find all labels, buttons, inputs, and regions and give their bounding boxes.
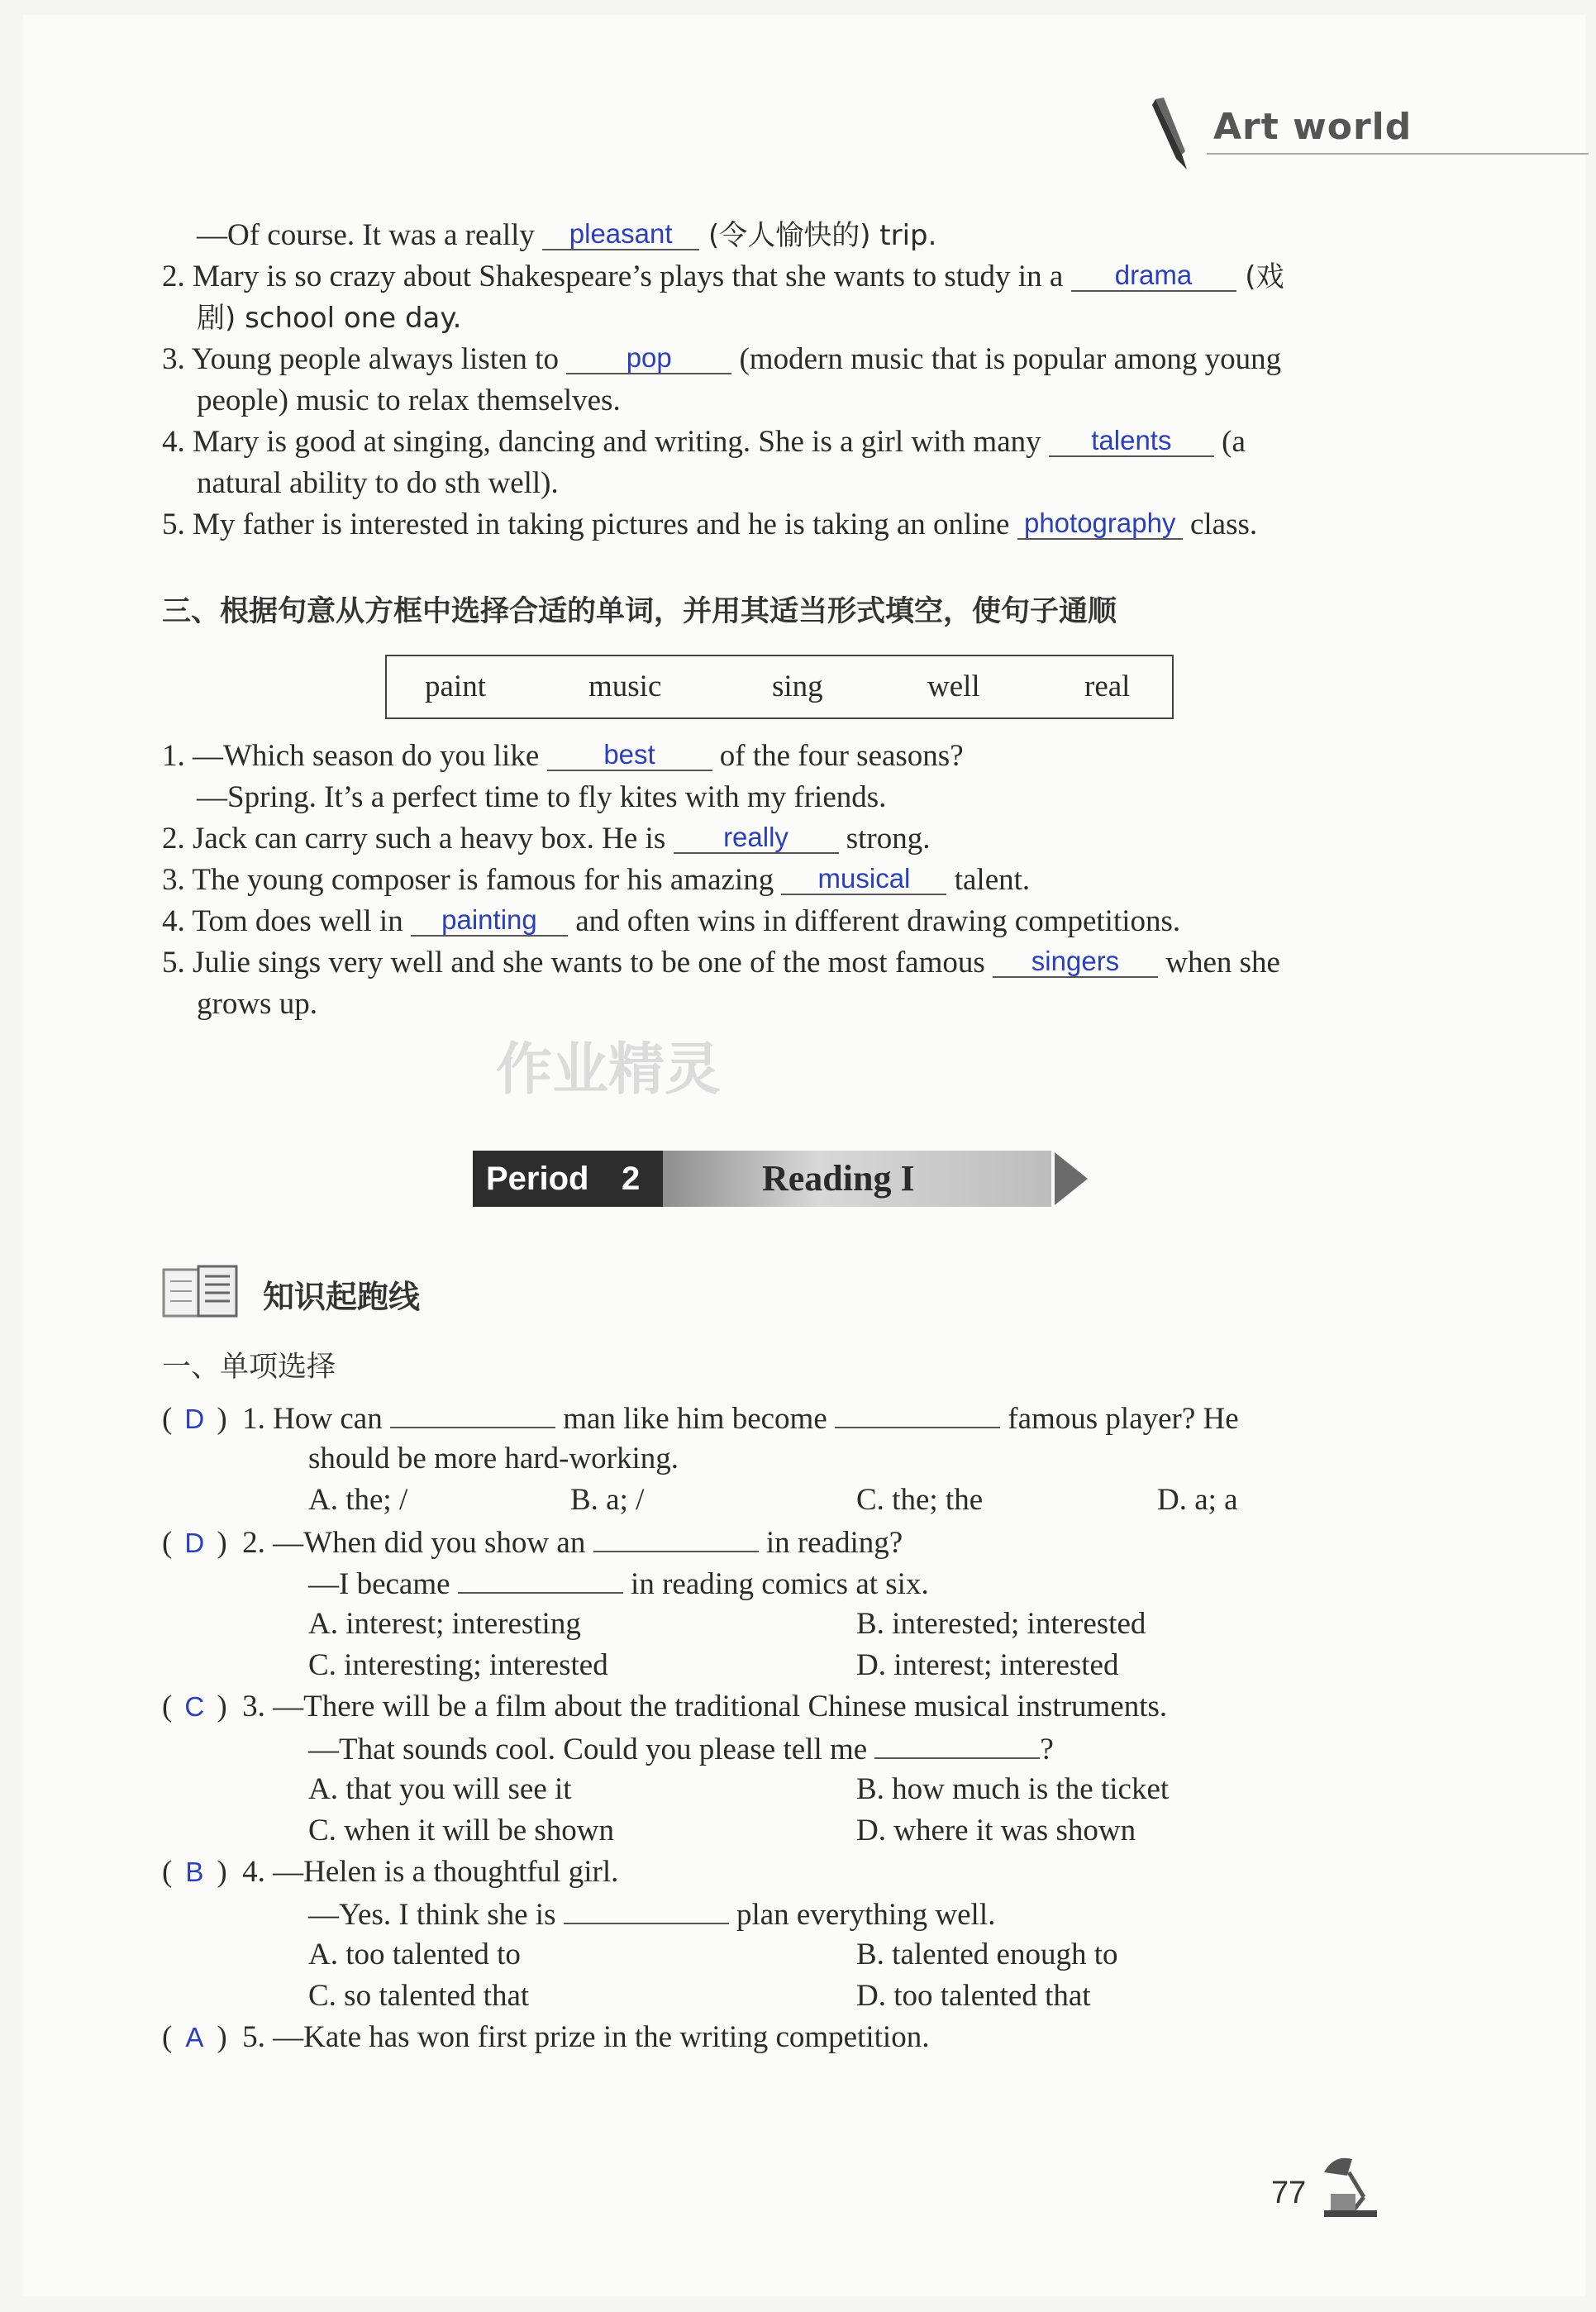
word-box (385, 655, 1174, 719)
option[interactable]: B. a; / (570, 1483, 645, 1517)
mcq-item-4-line2: —Yes. I think she is plan everything well. (308, 1893, 995, 1936)
option[interactable]: B. talented enough to (856, 1938, 1118, 1971)
answer-blank[interactable]: talents (1049, 426, 1214, 457)
knowledge-title: 知识起跑线 (263, 1279, 421, 1315)
watermark: 作业精灵 (496, 1037, 722, 1103)
word-box-item: music (588, 670, 662, 703)
mcq-item-1-line2: should be more hard-working. (308, 1442, 679, 1475)
notebook-icon (162, 1265, 241, 1323)
word-box-item: well (927, 670, 980, 703)
part3-item-2: 2. Jack can carry such a heavy box. He is really strong. (162, 822, 931, 856)
answer-blank[interactable]: pleasant (542, 219, 699, 250)
choice-answer[interactable]: D (184, 1404, 205, 1434)
part3-item-1: 1. —Which season do you like best of the four seasons? (162, 739, 964, 773)
answer-blank[interactable]: musical (781, 864, 946, 895)
part2-continuation: —Of course. It was a really pleasant (令人愉快的) trip. (197, 218, 937, 252)
part3-item-3: 3. The young composer is famous for his amazing musical talent. (162, 863, 1031, 897)
option[interactable]: A. interest; interesting (308, 1607, 581, 1641)
answer-blank[interactable]: singers (993, 946, 1158, 978)
mcq-item-1: ( D ) 1. How can man like him become famous player? He (162, 1397, 1239, 1440)
option[interactable]: D. too talented that (856, 1979, 1091, 2013)
choice-answer[interactable]: A (185, 2022, 204, 2052)
part2-item-3-line2: people) music to relax themselves. (197, 384, 621, 417)
option[interactable]: D. where it was shown (856, 1814, 1136, 1847)
desk-lamp-icon (1316, 2148, 1382, 2224)
answer-blank[interactable]: drama (1071, 260, 1236, 292)
option[interactable]: A. that you will see it (308, 1772, 572, 1806)
mcq-item-4: ( B ) 4. —Helen is a thoughtful girl. (162, 1852, 618, 1893)
part3-title: 三、根据句意从方框中选择合适的单词，并用其适当形式填空，使句子通顺 (162, 595, 1117, 628)
choice-answer[interactable]: B (185, 1857, 204, 1887)
part3-item-5-line2: grows up. (197, 987, 317, 1021)
option[interactable]: C. when it will be shown (308, 1814, 614, 1847)
part3-item-4: 4. Tom does well in painting and often wins in different drawing competitions. (162, 904, 1181, 938)
mcq-item-5: ( A ) 5. —Kate has won first prize in the writing competition. (162, 2017, 929, 2058)
part2-item-2-line2: 剧) school one day. (197, 302, 462, 335)
option[interactable]: A. too talented to (308, 1938, 521, 1971)
header-rule (1207, 153, 1589, 155)
arrow-right-icon (1055, 1149, 1091, 1213)
period-badge: Period 2 (473, 1151, 663, 1207)
lesson-title-bar: Reading I (663, 1151, 1051, 1207)
option[interactable]: C. so talented that (308, 1979, 530, 2013)
blank[interactable] (593, 1521, 759, 1552)
option[interactable]: C. interesting; interested (308, 1648, 608, 1682)
part3-item-1-line2: —Spring. It’s a perfect time to fly kites with my friends. (197, 780, 887, 814)
mcq-item-2: ( D ) 2. —When did you show an in reading? (162, 1521, 903, 1564)
word-box-item: paint (425, 670, 486, 703)
part2-item-2: 2. Mary is so crazy about Shakespeare’s plays that she wants to study in a drama (戏 (162, 260, 1284, 293)
blank[interactable] (835, 1397, 1000, 1428)
option[interactable]: D. interest; interested (856, 1648, 1119, 1682)
blank[interactable] (874, 1728, 1040, 1759)
choice-answer[interactable]: D (184, 1528, 205, 1558)
pen-icon (1149, 95, 1198, 178)
part3-item-5: 5. Julie sings very well and she wants to be one of the most famous singers when she (162, 946, 1280, 980)
part2-item-4-line2: natural ability to do sth well). (197, 466, 559, 500)
option[interactable]: D. a; a (1157, 1483, 1238, 1517)
blank[interactable] (458, 1562, 623, 1594)
answer-blank[interactable]: best (547, 740, 712, 771)
blank[interactable] (390, 1397, 555, 1428)
answer-blank[interactable]: photography (1017, 508, 1183, 540)
word-box-item: real (1084, 670, 1131, 703)
mcq-item-3: ( C ) 3. —There will be a film about the traditional Chinese musical instruments. (162, 1686, 1167, 1728)
mcq-item-2-line2: —I became in reading comics at six. (308, 1562, 929, 1605)
chapter-title: Art world (1213, 106, 1413, 148)
part2-item-3: 3. Young people always listen to pop (modern music that is popular among young (162, 342, 1282, 376)
word-box-item: sing (772, 670, 823, 703)
mcq-item-3-line2: —That sounds cool. Could you please tell me ? (308, 1728, 1054, 1771)
option[interactable]: C. the; the (856, 1483, 984, 1517)
part2-item-5: 5. My father is interested in taking pictures and he is taking an online photography class. (162, 508, 1258, 541)
mcq-section-title: 一、单项选择 (162, 1351, 336, 1384)
blank[interactable] (564, 1893, 729, 1924)
option[interactable]: A. the; / (308, 1483, 408, 1517)
answer-blank[interactable]: really (674, 822, 839, 854)
page-number: 77 (1271, 2176, 1307, 2210)
answer-blank[interactable]: pop (566, 343, 731, 374)
option[interactable]: B. how much is the ticket (856, 1772, 1170, 1806)
choice-answer[interactable]: C (184, 1691, 205, 1722)
answer-blank[interactable]: painting (411, 905, 568, 937)
option[interactable]: B. interested; interested (856, 1607, 1146, 1641)
part2-item-4: 4. Mary is good at singing, dancing and writing. She is a girl with many talents (a (162, 425, 1246, 459)
